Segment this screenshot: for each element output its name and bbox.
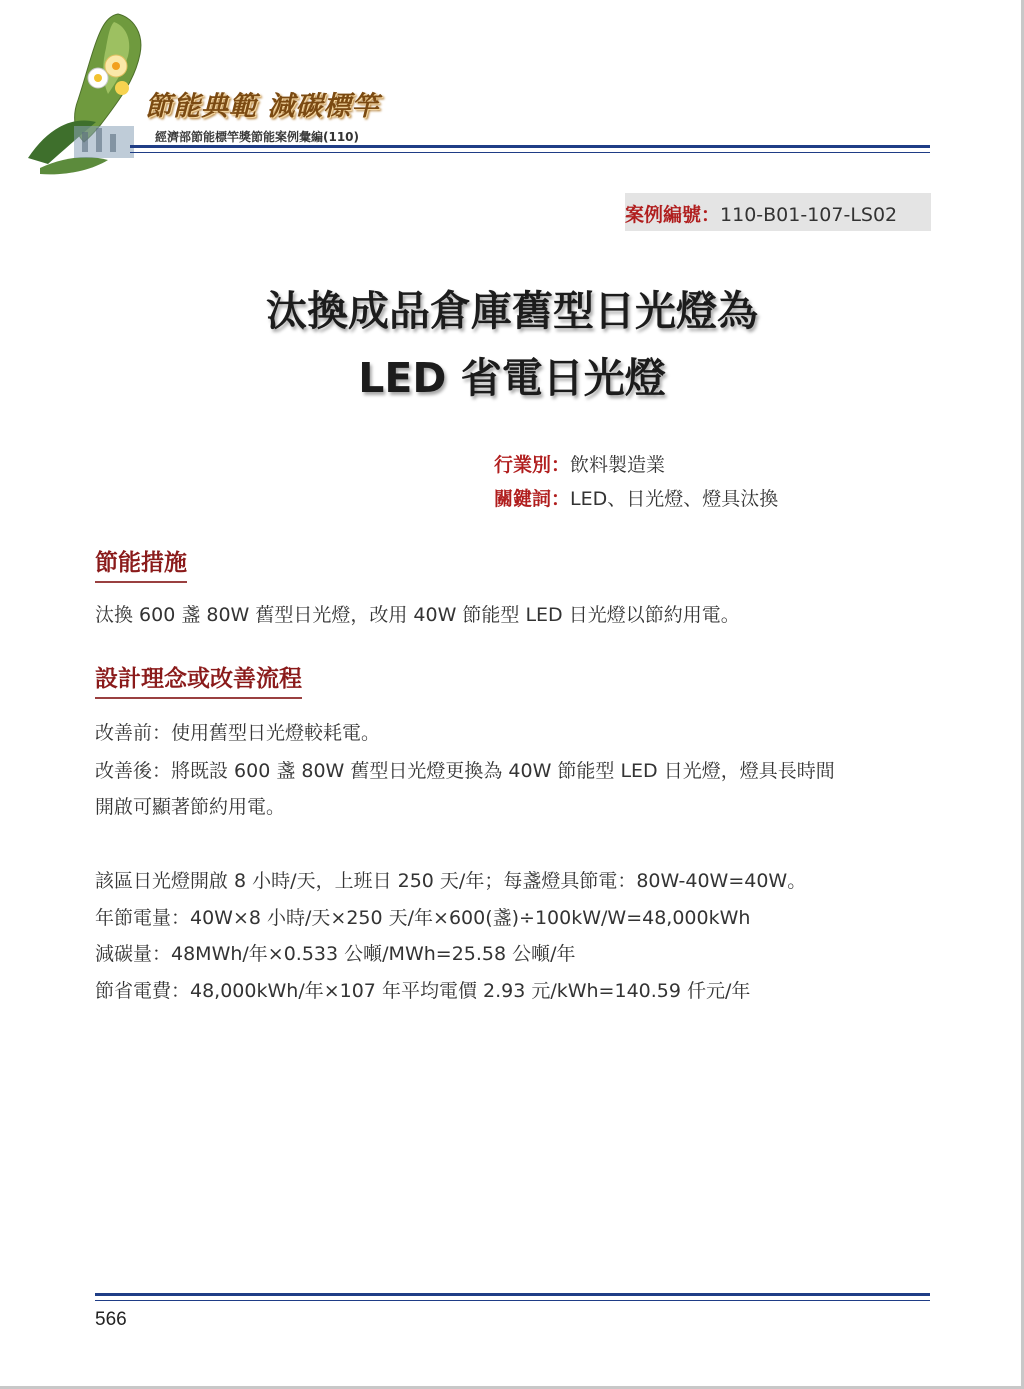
design-before-text: 改善前：使用舊型日光燈較耗電。 xyxy=(95,722,381,744)
industry-row xyxy=(494,450,665,477)
calc-line: 該區日光燈開啟 8 小時/天，上班日 250 天/年；每盞燈具節電：80W-40W=40W。 xyxy=(95,870,807,892)
title-line-2: LED 省電日光燈 xyxy=(358,354,666,402)
page-number: 566 xyxy=(95,1309,127,1330)
design-after-text-line2: 開啟可顯著節約用電。 xyxy=(95,796,286,818)
keywords-value: LED、日光燈、燈具汰換 xyxy=(570,488,779,510)
industry-label: 行業別： xyxy=(494,454,571,476)
section-heading-measures: 節能措施 xyxy=(95,544,187,583)
case-number-box xyxy=(625,193,931,231)
brand-title: 節能典範 減碳標竿 xyxy=(145,91,380,122)
footer-rule xyxy=(95,1293,930,1301)
case-number-label: 案例編號： xyxy=(625,204,721,226)
header-rule xyxy=(130,145,930,153)
keywords-row xyxy=(494,484,778,511)
calc-line: 節省電費：48,000kWh/年×107 年平均電價 2.93 元/kWh=140.59 仟元/年 xyxy=(95,980,751,1002)
calc-line: 年節電量：40W×8 小時/天×250 天/年×600(盞)÷100kW/W=48,000kWh xyxy=(95,907,751,929)
case-number-value: 110-B01-107-LS02 xyxy=(720,204,898,226)
taiwan-logo-icon xyxy=(22,8,152,180)
document-title xyxy=(0,278,1024,412)
measures-text: 汰換 600 盞 80W 舊型日光燈，改用 40W 節能型 LED 日光燈以節約用電。 xyxy=(95,604,740,626)
calc-line: 減碳量：48MWh/年×0.533 公噸/MWh=25.58 公噸/年 xyxy=(95,943,576,965)
keywords-label: 關鍵詞： xyxy=(494,488,571,510)
design-after-text-line1: 改善後：將既設 600 盞 80W 舊型日光燈更換為 40W 節能型 LED 日光燈，燈具長時間 xyxy=(95,760,835,782)
industry-value: 飲料製造業 xyxy=(570,454,666,476)
brand-subtitle: 經濟部節能標竿獎節能案例彙編(110) xyxy=(155,130,360,144)
section-heading-design: 設計理念或改善流程 xyxy=(95,660,302,699)
title-line-1: 汰換成品倉庫舊型日光燈為 xyxy=(266,287,758,335)
